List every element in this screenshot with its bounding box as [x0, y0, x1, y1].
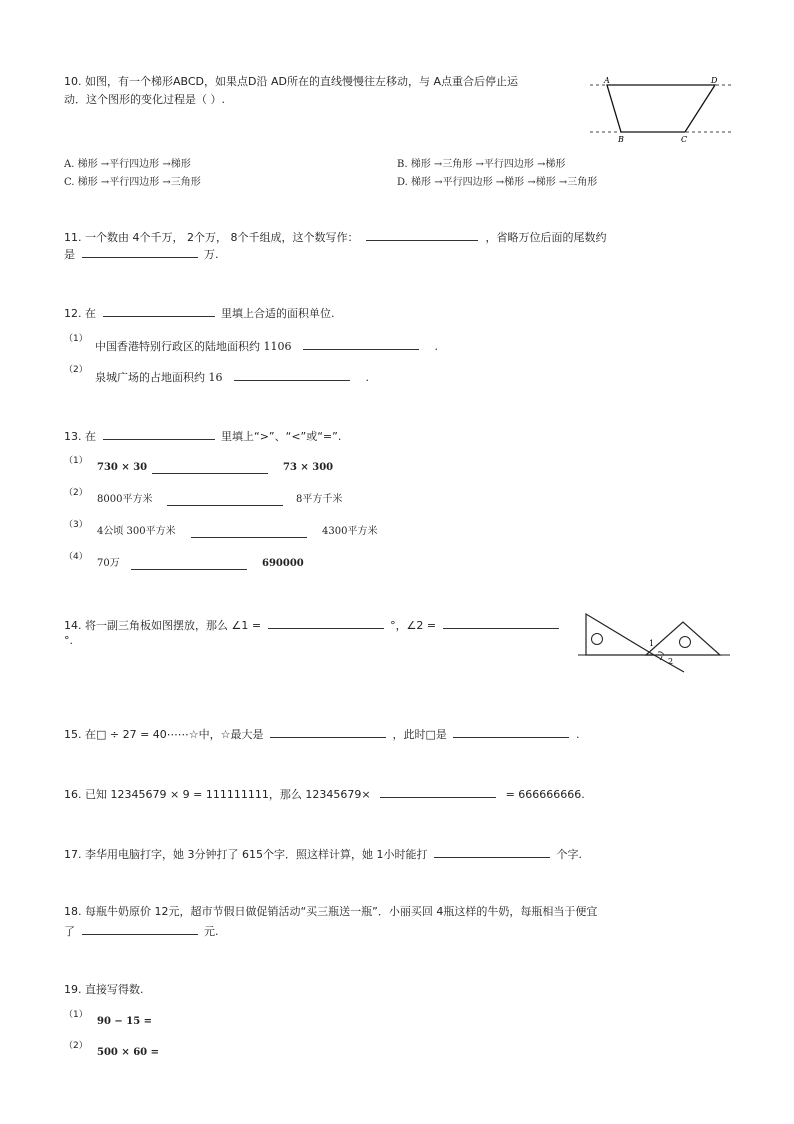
angle-2-label: 2 [668, 657, 674, 666]
q10-line1: 10. 如图，有一个梯形ABCD，如果点D沿 AD所在的直线慢慢往左移动，与 A点重合后停止运 [64, 75, 518, 88]
q16-line [64, 786, 585, 802]
q11-text-2: ，省略万位后面的尾数约 [485, 231, 607, 244]
q13-item4-number: （4） [64, 552, 88, 562]
q13-item1-blank[interactable] [152, 462, 268, 474]
q13-item2-right: 8平方千米 [296, 494, 343, 505]
vertex-c-label: C [681, 135, 688, 144]
q11-answer-blank-2[interactable] [82, 246, 198, 258]
q10-option-a[interactable]: A. 梯形 →平行四边形 →梯形 [64, 159, 191, 170]
q18-line1: 18. 每瓶牛奶原价 12元，超市节假日做促销活动“买三瓶送一瓶”．小丽买回 4瓶这样的牛奶，每瓶相当于便宜 [64, 905, 598, 918]
q17-answer-blank[interactable] [434, 846, 550, 858]
q13-item1-number: （1） [64, 456, 88, 466]
q12-item2-number: （2） [64, 365, 88, 375]
q17-text-2: 个字. [556, 848, 582, 861]
q14-line1 [64, 617, 562, 633]
right-ruler-hole [680, 637, 691, 648]
q13-item3-number: （3） [64, 520, 88, 530]
q12-item1 [95, 338, 438, 354]
q10-option-d[interactable]: D. 梯形 →平行四边形 →梯形 →梯形 →三角形 [397, 177, 598, 188]
q12-stem-2: 里填上合适的面积单位. [221, 307, 335, 320]
q13-item2-blank[interactable] [167, 494, 283, 506]
q13-item3-blank[interactable] [191, 526, 307, 538]
q15-box-blank[interactable] [453, 726, 569, 738]
q19-item1-number: （1） [64, 1010, 88, 1020]
q14-angle2-blank[interactable] [443, 617, 559, 629]
q16-text-2: = 666666666. [505, 788, 585, 801]
q18-line2 [64, 923, 219, 939]
q14-text-2: °，∠2 = [390, 619, 437, 632]
q13-stem-blank [103, 428, 215, 440]
q17-text-1: 17. 李华用电脑打字，她 3分钟打了 615个字．照这样计算，她 1小时能打 [64, 848, 428, 861]
q17-line [64, 846, 582, 862]
q11-answer-blank-1[interactable] [366, 229, 478, 241]
q15-text-1: 15. 在□ ÷ 27 = 40⋯⋯☆中，☆最大是 [64, 728, 264, 741]
q13-stem [64, 428, 341, 444]
vertex-d-label: D [711, 76, 718, 85]
q19-item1-expr: 90 − 15 = [97, 1016, 153, 1027]
q18-text-2: 了 [64, 925, 75, 938]
q16-answer-blank[interactable] [380, 786, 496, 798]
trapezoid-abcd [607, 85, 715, 132]
q18-answer-blank[interactable] [82, 923, 198, 935]
q12-item1-number: （1） [64, 334, 88, 344]
q12-item2-text: 泉城广场的占地面积约 16 [95, 371, 223, 384]
q12-stem-1: 12. 在 [64, 307, 96, 320]
q15-text-2: ，此时□是 [392, 728, 447, 741]
q12-stem [64, 305, 335, 321]
q19-stem: 19. 直接写得数. [64, 983, 144, 996]
q12-stem-blank [103, 305, 215, 317]
q12-item1-blank[interactable] [303, 338, 419, 350]
q10-line2: 动．这个图形的变化过程是（ ）. [64, 93, 225, 106]
q12-item1-end: . [434, 340, 438, 353]
q11-text-3: 是 [64, 248, 75, 261]
q10-option-b[interactable]: B. 梯形 →三角形 →平行四边形 →梯形 [397, 159, 566, 170]
q15-star-blank[interactable] [270, 726, 386, 738]
q19-item2-expr: 500 × 60 = [97, 1047, 159, 1058]
q13-item3-right: 4300平方米 [322, 526, 378, 537]
q13-item4-right: 690000 [262, 558, 304, 569]
angle-1-label: 1 [649, 639, 655, 648]
q13-stem-1: 13. 在 [64, 430, 96, 443]
left-ruler-hole [592, 634, 603, 645]
q14-degree-end: °. [64, 634, 73, 647]
q15-line [64, 726, 579, 742]
q11-line2 [64, 246, 219, 262]
vertex-a-label: A [604, 76, 610, 85]
triangle-ruler-left [586, 614, 654, 655]
q18-text-3: 元. [204, 925, 219, 938]
q15-text-3: . [575, 728, 580, 741]
triangle-ruler-right [646, 622, 720, 655]
q12-item2-blank[interactable] [234, 369, 350, 381]
q13-item1-left: 730 × 30 [97, 462, 148, 473]
q13-item1-right: 73 × 300 [283, 462, 334, 473]
q16-text-1: 16. 已知 12345679 × 9 = 111111111，那么 12345679× [64, 788, 371, 801]
q11-text-1: 11. 一个数由 4个千万， 2个万， 8个千组成，这个数写作： [64, 231, 359, 244]
q13-item4-blank[interactable] [131, 558, 247, 570]
trapezoid-figure [588, 74, 734, 146]
q13-item4-left: 70万 [97, 558, 120, 569]
q11-line1 [64, 229, 606, 245]
q13-item3-left: 4公顷 300平方米 [97, 526, 176, 537]
q12-item2 [95, 369, 369, 385]
q19-item2-number: （2） [64, 1041, 88, 1051]
q13-item2-number: （2） [64, 488, 88, 498]
triangle-rulers-figure [576, 612, 732, 676]
q14-text-1: 14. 将一副三角板如图摆放，那么 ∠1 = [64, 619, 262, 632]
q12-item1-text: 中国香港特别行政区的陆地面积约 1106 [95, 340, 292, 353]
q13-stem-2: 里填上“>”、“<”或“=”. [221, 430, 342, 443]
q14-angle1-blank[interactable] [268, 617, 384, 629]
q13-item2-left: 8000平方米 [97, 494, 153, 505]
q10-option-c[interactable]: C. 梯形 →平行四边形 →三角形 [64, 177, 201, 188]
q11-text-4: 万. [204, 248, 219, 261]
q12-item2-end: . [365, 371, 369, 384]
vertex-b-label: B [618, 135, 624, 144]
